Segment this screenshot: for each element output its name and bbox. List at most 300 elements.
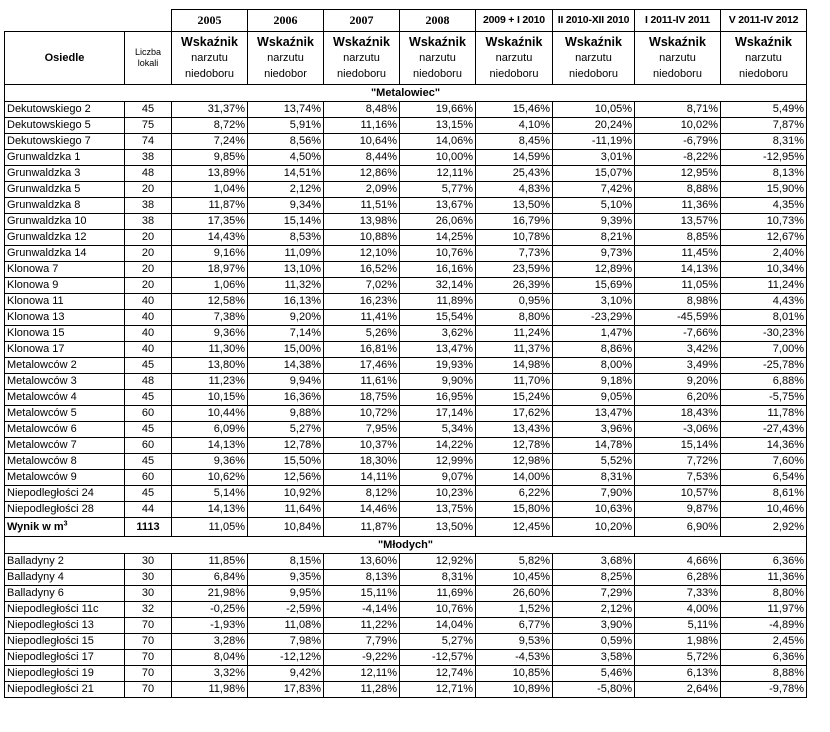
indicator-value-cell: 10,76% — [400, 246, 476, 262]
indicator-value-cell: 14,59% — [476, 150, 553, 166]
indicator-header: Wskaźnik narzutu niedoboru — [721, 32, 807, 85]
indicator-value-cell: 1,98% — [635, 634, 721, 650]
table-row — [5, 166, 807, 182]
indicator-value-cell: 7,98% — [248, 634, 324, 650]
indicator-value-cell: 2,40% — [721, 246, 807, 262]
indicator-value-cell: 9,16% — [172, 246, 248, 262]
indicator-value-cell: 0,95% — [476, 294, 553, 310]
indicator-value-cell: 12,78% — [248, 438, 324, 454]
indicator-value-cell: 5,52% — [553, 454, 635, 470]
indicator-value-cell: 12,89% — [553, 262, 635, 278]
indicator-value-cell: 6,36% — [721, 650, 807, 666]
indicator-value-cell: 16,13% — [248, 294, 324, 310]
indicator-value-cell: 26,60% — [476, 586, 553, 602]
indicator-value-cell: 3,42% — [635, 342, 721, 358]
indicator-value-cell: 8,44% — [324, 150, 400, 166]
indicator-value-cell: 11,09% — [248, 246, 324, 262]
estate-name-cell: Metalowców 8 — [5, 454, 125, 470]
indicator-value-cell: 6,88% — [721, 374, 807, 390]
estate-name-cell: Metalowców 3 — [5, 374, 125, 390]
indicator-value-cell: 8,21% — [553, 230, 635, 246]
indicator-value-cell: 3,68% — [553, 554, 635, 570]
units-cell: 32 — [125, 602, 172, 618]
indicator-value-cell: 6,13% — [635, 666, 721, 682]
estate-name-cell: Klonowa 9 — [5, 278, 125, 294]
indicator-header: Wskaźnik narzutu niedoboru — [400, 32, 476, 85]
indicator-value-cell: 31,37% — [172, 102, 248, 118]
indicator-value-cell: 19,93% — [400, 358, 476, 374]
indicator-value-cell: 3,58% — [553, 650, 635, 666]
indicator-value-cell: 14,13% — [172, 438, 248, 454]
indicator-value-cell: 15,90% — [721, 182, 807, 198]
indicator-value-cell: 14,78% — [553, 438, 635, 454]
indicator-value-cell: 2,45% — [721, 634, 807, 650]
table-row — [5, 406, 807, 422]
units-cell: 45 — [125, 102, 172, 118]
indicator-value-cell: 18,97% — [172, 262, 248, 278]
indicator-value-cell: 8,31% — [400, 570, 476, 586]
indicator-value-cell: 13,50% — [476, 198, 553, 214]
estate-name-cell: Grunwaldzka 1 — [5, 150, 125, 166]
indicator-value-cell: 16,81% — [324, 342, 400, 358]
indicator-value-cell: 11,24% — [476, 326, 553, 342]
indicator-value-cell: 7,02% — [324, 278, 400, 294]
indicator-value-cell: 20,24% — [553, 118, 635, 134]
indicator-value-cell: 15,14% — [248, 214, 324, 230]
estate-name-cell: Balladyny 6 — [5, 586, 125, 602]
indicator-value-cell: 7,73% — [476, 246, 553, 262]
estate-name-cell: Niepodległości 19 — [5, 666, 125, 682]
indicator-value-cell: 13,47% — [400, 342, 476, 358]
table-row — [5, 554, 807, 570]
indicator-value-cell: 14,11% — [324, 470, 400, 486]
indicator-value-cell: 8,45% — [476, 134, 553, 150]
indicator-value-cell: 13,57% — [635, 214, 721, 230]
indicator-value-cell: 11,05% — [635, 278, 721, 294]
indicator-value-cell: 3,90% — [553, 618, 635, 634]
period-header-row — [5, 10, 807, 32]
indicator-value-cell: 9,34% — [248, 198, 324, 214]
table-row — [5, 602, 807, 618]
indicator-value-cell: 11,87% — [172, 198, 248, 214]
units-cell: 45 — [125, 486, 172, 502]
units-cell: 20 — [125, 262, 172, 278]
indicator-value-cell: 10,46% — [721, 502, 807, 518]
estate-column-header: Osiedle — [5, 32, 125, 85]
indicator-value-cell: 7,33% — [635, 586, 721, 602]
indicator-value-cell: 4,10% — [476, 118, 553, 134]
indicator-value-cell: 9,88% — [248, 406, 324, 422]
table-row — [5, 326, 807, 342]
indicator-value-cell: 14,38% — [248, 358, 324, 374]
indicator-value-cell: 1,04% — [172, 182, 248, 198]
table-row — [5, 570, 807, 586]
indicator-value-cell: 10,88% — [324, 230, 400, 246]
total-value-cell: 2,92% — [721, 518, 807, 537]
indicator-header: Wskaźnik narzutu niedobor — [248, 32, 324, 85]
indicator-value-cell: 13,74% — [248, 102, 324, 118]
units-cell: 60 — [125, 406, 172, 422]
indicator-value-cell: 3,01% — [553, 150, 635, 166]
units-cell: 40 — [125, 326, 172, 342]
indicator-value-cell: 8,13% — [324, 570, 400, 586]
indicator-value-cell: 8,12% — [324, 486, 400, 502]
table-row — [5, 422, 807, 438]
units-column-header: Liczba lokali — [125, 32, 172, 85]
indicator-value-cell: 16,16% — [400, 262, 476, 278]
indicator-value-cell: 3,32% — [172, 666, 248, 682]
indicator-value-cell: 1,52% — [476, 602, 553, 618]
estate-name-cell: Grunwaldzka 14 — [5, 246, 125, 262]
units-cell: 38 — [125, 150, 172, 166]
indicator-value-cell: 5,11% — [635, 618, 721, 634]
indicator-value-cell: 16,23% — [324, 294, 400, 310]
indicator-value-cell: 10,64% — [324, 134, 400, 150]
indicator-value-cell: 12,78% — [476, 438, 553, 454]
indicator-value-cell: 12,67% — [721, 230, 807, 246]
indicator-value-cell: 6,09% — [172, 422, 248, 438]
estate-name-cell: Grunwaldzka 3 — [5, 166, 125, 182]
section-header-row — [5, 537, 807, 554]
indicator-value-cell: 1,47% — [553, 326, 635, 342]
units-cell: 45 — [125, 390, 172, 406]
indicator-value-cell: 11,37% — [476, 342, 553, 358]
indicator-value-cell: 14,46% — [324, 502, 400, 518]
units-cell: 40 — [125, 294, 172, 310]
indicator-value-cell: 9,07% — [400, 470, 476, 486]
indicator-value-cell: 8,01% — [721, 310, 807, 326]
indicator-value-cell: 3,10% — [553, 294, 635, 310]
estate-name-cell: Dekutowskiego 2 — [5, 102, 125, 118]
indicator-value-cell: 9,05% — [553, 390, 635, 406]
indicator-value-cell: 16,95% — [400, 390, 476, 406]
units-cell: 20 — [125, 182, 172, 198]
indicator-value-cell: 7,14% — [248, 326, 324, 342]
estate-name-cell: Grunwaldzka 5 — [5, 182, 125, 198]
indicator-value-cell: 3,49% — [635, 358, 721, 374]
indicator-value-cell: 9,42% — [248, 666, 324, 682]
indicator-value-cell: -12,95% — [721, 150, 807, 166]
indicator-value-cell: 15,69% — [553, 278, 635, 294]
indicator-value-cell: 9,35% — [248, 570, 324, 586]
total-row — [5, 518, 807, 537]
units-cell: 70 — [125, 682, 172, 698]
total-units-cell: 1113 — [125, 518, 172, 537]
indicator-value-cell: 8,48% — [324, 102, 400, 118]
units-cell: 74 — [125, 134, 172, 150]
indicator-value-cell: 5,49% — [721, 102, 807, 118]
indicator-value-cell: -27,43% — [721, 422, 807, 438]
indicator-value-cell: 11,36% — [721, 570, 807, 586]
indicator-header: Wskaźnik narzutu niedoboru — [476, 32, 553, 85]
indicator-value-cell: 7,79% — [324, 634, 400, 650]
indicator-value-cell: 11,89% — [400, 294, 476, 310]
indicator-value-cell: -6,79% — [635, 134, 721, 150]
units-cell: 48 — [125, 166, 172, 182]
indicator-value-cell: 10,89% — [476, 682, 553, 698]
indicator-value-cell: 6,84% — [172, 570, 248, 586]
period-header: 2009 + I 2010 — [476, 10, 553, 32]
indicator-value-cell: 2,12% — [248, 182, 324, 198]
indicator-value-cell: 14,13% — [172, 502, 248, 518]
indicator-value-cell: 11,51% — [324, 198, 400, 214]
period-header: 2008 — [400, 10, 476, 32]
indicator-value-cell: 11,24% — [721, 278, 807, 294]
table-row — [5, 198, 807, 214]
indicator-value-cell: 8,72% — [172, 118, 248, 134]
indicator-value-cell: 5,46% — [553, 666, 635, 682]
units-cell: 40 — [125, 310, 172, 326]
table-row — [5, 294, 807, 310]
indicator-value-cell: 9,95% — [248, 586, 324, 602]
indicator-value-cell: -4,53% — [476, 650, 553, 666]
indicator-value-cell: 13,15% — [400, 118, 476, 134]
indicator-value-cell: 11,85% — [172, 554, 248, 570]
indicator-value-cell: 10,34% — [721, 262, 807, 278]
indicator-value-cell: -0,25% — [172, 602, 248, 618]
estate-name-cell: Metalowców 7 — [5, 438, 125, 454]
blank-corner — [5, 10, 172, 32]
indicator-value-cell: 14,00% — [476, 470, 553, 486]
indicator-value-cell: 9,85% — [172, 150, 248, 166]
indicator-value-cell: -4,89% — [721, 618, 807, 634]
estate-name-cell: Niepodległości 11c — [5, 602, 125, 618]
indicator-value-cell: 12,71% — [400, 682, 476, 698]
estate-name-cell: Grunwaldzka 8 — [5, 198, 125, 214]
indicator-value-cell: 8,53% — [248, 230, 324, 246]
units-cell: 45 — [125, 358, 172, 374]
estate-name-cell: Balladyny 2 — [5, 554, 125, 570]
indicator-value-cell: 14,98% — [476, 358, 553, 374]
indicator-value-cell: 11,97% — [721, 602, 807, 618]
indicator-value-cell: 9,90% — [400, 374, 476, 390]
indicator-value-cell: 13,89% — [172, 166, 248, 182]
indicator-value-cell: 7,87% — [721, 118, 807, 134]
indicator-value-cell: 11,23% — [172, 374, 248, 390]
indicator-value-cell: 7,00% — [721, 342, 807, 358]
indicator-value-cell: 6,22% — [476, 486, 553, 502]
indicator-value-cell: 11,28% — [324, 682, 400, 698]
units-cell: 44 — [125, 502, 172, 518]
indicator-value-cell: 8,88% — [635, 182, 721, 198]
indicator-value-cell: 5,77% — [400, 182, 476, 198]
indicator-value-cell: 7,38% — [172, 310, 248, 326]
indicator-value-cell: 10,78% — [476, 230, 553, 246]
units-cell: 20 — [125, 246, 172, 262]
indicator-value-cell: 14,04% — [400, 618, 476, 634]
indicator-value-cell: 23,59% — [476, 262, 553, 278]
total-value-cell: 12,45% — [476, 518, 553, 537]
indicator-value-cell: 15,46% — [476, 102, 553, 118]
indicator-value-cell: 8,61% — [721, 486, 807, 502]
estate-name-cell: Dekutowskiego 5 — [5, 118, 125, 134]
units-cell: 20 — [125, 230, 172, 246]
indicator-table — [4, 9, 807, 698]
indicator-value-cell: 26,06% — [400, 214, 476, 230]
table-row — [5, 390, 807, 406]
estate-name-cell: Metalowców 9 — [5, 470, 125, 486]
table-row — [5, 374, 807, 390]
indicator-value-cell: 15,80% — [476, 502, 553, 518]
units-cell: 70 — [125, 666, 172, 682]
indicator-value-cell: 15,14% — [635, 438, 721, 454]
total-label: Wynik w m — [7, 520, 64, 533]
estate-name-cell: Dekutowskiego 7 — [5, 134, 125, 150]
indicator-value-cell: 13,80% — [172, 358, 248, 374]
indicator-value-cell: 12,86% — [324, 166, 400, 182]
indicator-value-cell: 9,18% — [553, 374, 635, 390]
units-cell: 40 — [125, 342, 172, 358]
indicator-value-cell: 8,80% — [721, 586, 807, 602]
indicator-value-cell: 8,98% — [635, 294, 721, 310]
estate-name-cell: Niepodległości 28 — [5, 502, 125, 518]
indicator-value-cell: 10,76% — [400, 602, 476, 618]
indicator-value-cell: 11,69% — [400, 586, 476, 602]
total-label-cell — [5, 518, 125, 537]
indicator-value-cell: -9,78% — [721, 682, 807, 698]
indicator-value-cell: 25,43% — [476, 166, 553, 182]
indicator-value-cell: 9,87% — [635, 502, 721, 518]
indicator-value-cell: 5,10% — [553, 198, 635, 214]
indicator-value-cell: 9,39% — [553, 214, 635, 230]
total-label-superscript: 3 — [63, 519, 68, 527]
indicator-value-cell: 7,72% — [635, 454, 721, 470]
indicator-header: Wskaźnik narzutu niedoboru — [324, 32, 400, 85]
indicator-value-cell: 3,28% — [172, 634, 248, 650]
indicator-value-cell: 8,15% — [248, 554, 324, 570]
indicator-value-cell: 7,95% — [324, 422, 400, 438]
indicator-value-cell: 11,41% — [324, 310, 400, 326]
indicator-value-cell: 12,11% — [400, 166, 476, 182]
indicator-value-cell: 10,05% — [553, 102, 635, 118]
indicator-value-cell: 1,06% — [172, 278, 248, 294]
indicator-value-cell: 6,28% — [635, 570, 721, 586]
indicator-value-cell: 17,35% — [172, 214, 248, 230]
indicator-value-cell: 11,61% — [324, 374, 400, 390]
indicator-value-cell: 18,43% — [635, 406, 721, 422]
indicator-value-cell: 5,14% — [172, 486, 248, 502]
indicator-value-cell: 12,92% — [400, 554, 476, 570]
table-row — [5, 618, 807, 634]
indicator-value-cell: 12,95% — [635, 166, 721, 182]
indicator-value-cell: -30,23% — [721, 326, 807, 342]
indicator-value-cell: 11,98% — [172, 682, 248, 698]
table-row — [5, 150, 807, 166]
estate-name-cell: Metalowców 4 — [5, 390, 125, 406]
units-cell: 70 — [125, 634, 172, 650]
indicator-value-cell: 17,83% — [248, 682, 324, 698]
period-header: 2005 — [172, 10, 248, 32]
indicator-value-cell: 7,24% — [172, 134, 248, 150]
estate-name-cell: Metalowców 6 — [5, 422, 125, 438]
table-row — [5, 246, 807, 262]
indicator-value-cell: 11,78% — [721, 406, 807, 422]
indicator-value-cell: 5,72% — [635, 650, 721, 666]
indicator-value-cell: 9,36% — [172, 454, 248, 470]
indicator-value-cell: 7,42% — [553, 182, 635, 198]
indicator-value-cell: 4,43% — [721, 294, 807, 310]
indicator-value-cell: 8,56% — [248, 134, 324, 150]
table-row — [5, 358, 807, 374]
indicator-value-cell: 9,73% — [553, 246, 635, 262]
table-row — [5, 454, 807, 470]
section-title: "Młodych" — [5, 537, 807, 554]
indicator-value-cell: 18,75% — [324, 390, 400, 406]
indicator-value-cell: 14,51% — [248, 166, 324, 182]
indicator-value-cell: 8,71% — [635, 102, 721, 118]
estate-name-cell: Klonowa 13 — [5, 310, 125, 326]
units-cell: 70 — [125, 618, 172, 634]
estate-name-cell: Niepodległości 24 — [5, 486, 125, 502]
indicator-value-cell: 5,82% — [476, 554, 553, 570]
indicator-header: Wskaźnik narzutu niedoboru — [553, 32, 635, 85]
estate-name-cell: Grunwaldzka 10 — [5, 214, 125, 230]
indicator-value-cell: 3,62% — [400, 326, 476, 342]
indicator-value-cell: 10,02% — [635, 118, 721, 134]
indicator-value-cell: 11,16% — [324, 118, 400, 134]
indicator-value-cell: 13,43% — [476, 422, 553, 438]
indicator-value-cell: -8,22% — [635, 150, 721, 166]
table-row — [5, 342, 807, 358]
indicator-value-cell: -4,14% — [324, 602, 400, 618]
units-cell: 70 — [125, 650, 172, 666]
indicator-value-cell: 7,60% — [721, 454, 807, 470]
indicator-value-cell: 13,60% — [324, 554, 400, 570]
indicator-value-cell: 9,94% — [248, 374, 324, 390]
period-header: II 2010-XII 2010 — [553, 10, 635, 32]
indicator-value-cell: 6,54% — [721, 470, 807, 486]
table-row — [5, 470, 807, 486]
indicator-value-cell: 8,25% — [553, 570, 635, 586]
indicator-value-cell: 5,27% — [248, 422, 324, 438]
section-title: "Metalowiec" — [5, 85, 807, 102]
table-row — [5, 650, 807, 666]
indicator-value-cell: 15,00% — [248, 342, 324, 358]
estate-name-cell: Klonowa 15 — [5, 326, 125, 342]
indicator-value-cell: 0,59% — [553, 634, 635, 650]
table-row — [5, 310, 807, 326]
indicator-value-cell: 6,20% — [635, 390, 721, 406]
estate-name-cell: Niepodległości 13 — [5, 618, 125, 634]
table-row — [5, 634, 807, 650]
indicator-value-cell: 2,64% — [635, 682, 721, 698]
indicator-value-cell: -45,59% — [635, 310, 721, 326]
indicator-value-cell: 14,43% — [172, 230, 248, 246]
indicator-value-cell: 5,27% — [400, 634, 476, 650]
indicator-value-cell: -5,80% — [553, 682, 635, 698]
units-cell: 75 — [125, 118, 172, 134]
table-row — [5, 134, 807, 150]
indicator-value-cell: 8,00% — [553, 358, 635, 374]
indicator-value-cell: 15,50% — [248, 454, 324, 470]
indicator-value-cell: 12,10% — [324, 246, 400, 262]
estate-name-cell: Metalowców 5 — [5, 406, 125, 422]
indicator-value-cell: 15,24% — [476, 390, 553, 406]
indicator-value-cell: 8,85% — [635, 230, 721, 246]
table-row — [5, 214, 807, 230]
indicator-value-cell: 4,00% — [635, 602, 721, 618]
indicator-value-cell: 16,79% — [476, 214, 553, 230]
indicator-value-cell: 14,06% — [400, 134, 476, 150]
indicator-value-cell: -23,29% — [553, 310, 635, 326]
indicator-value-cell: -9,22% — [324, 650, 400, 666]
indicator-value-cell: 15,54% — [400, 310, 476, 326]
indicator-value-cell: 32,14% — [400, 278, 476, 294]
indicator-value-cell: 2,09% — [324, 182, 400, 198]
units-cell: 60 — [125, 470, 172, 486]
indicator-value-cell: 11,64% — [248, 502, 324, 518]
indicator-value-cell: -3,06% — [635, 422, 721, 438]
